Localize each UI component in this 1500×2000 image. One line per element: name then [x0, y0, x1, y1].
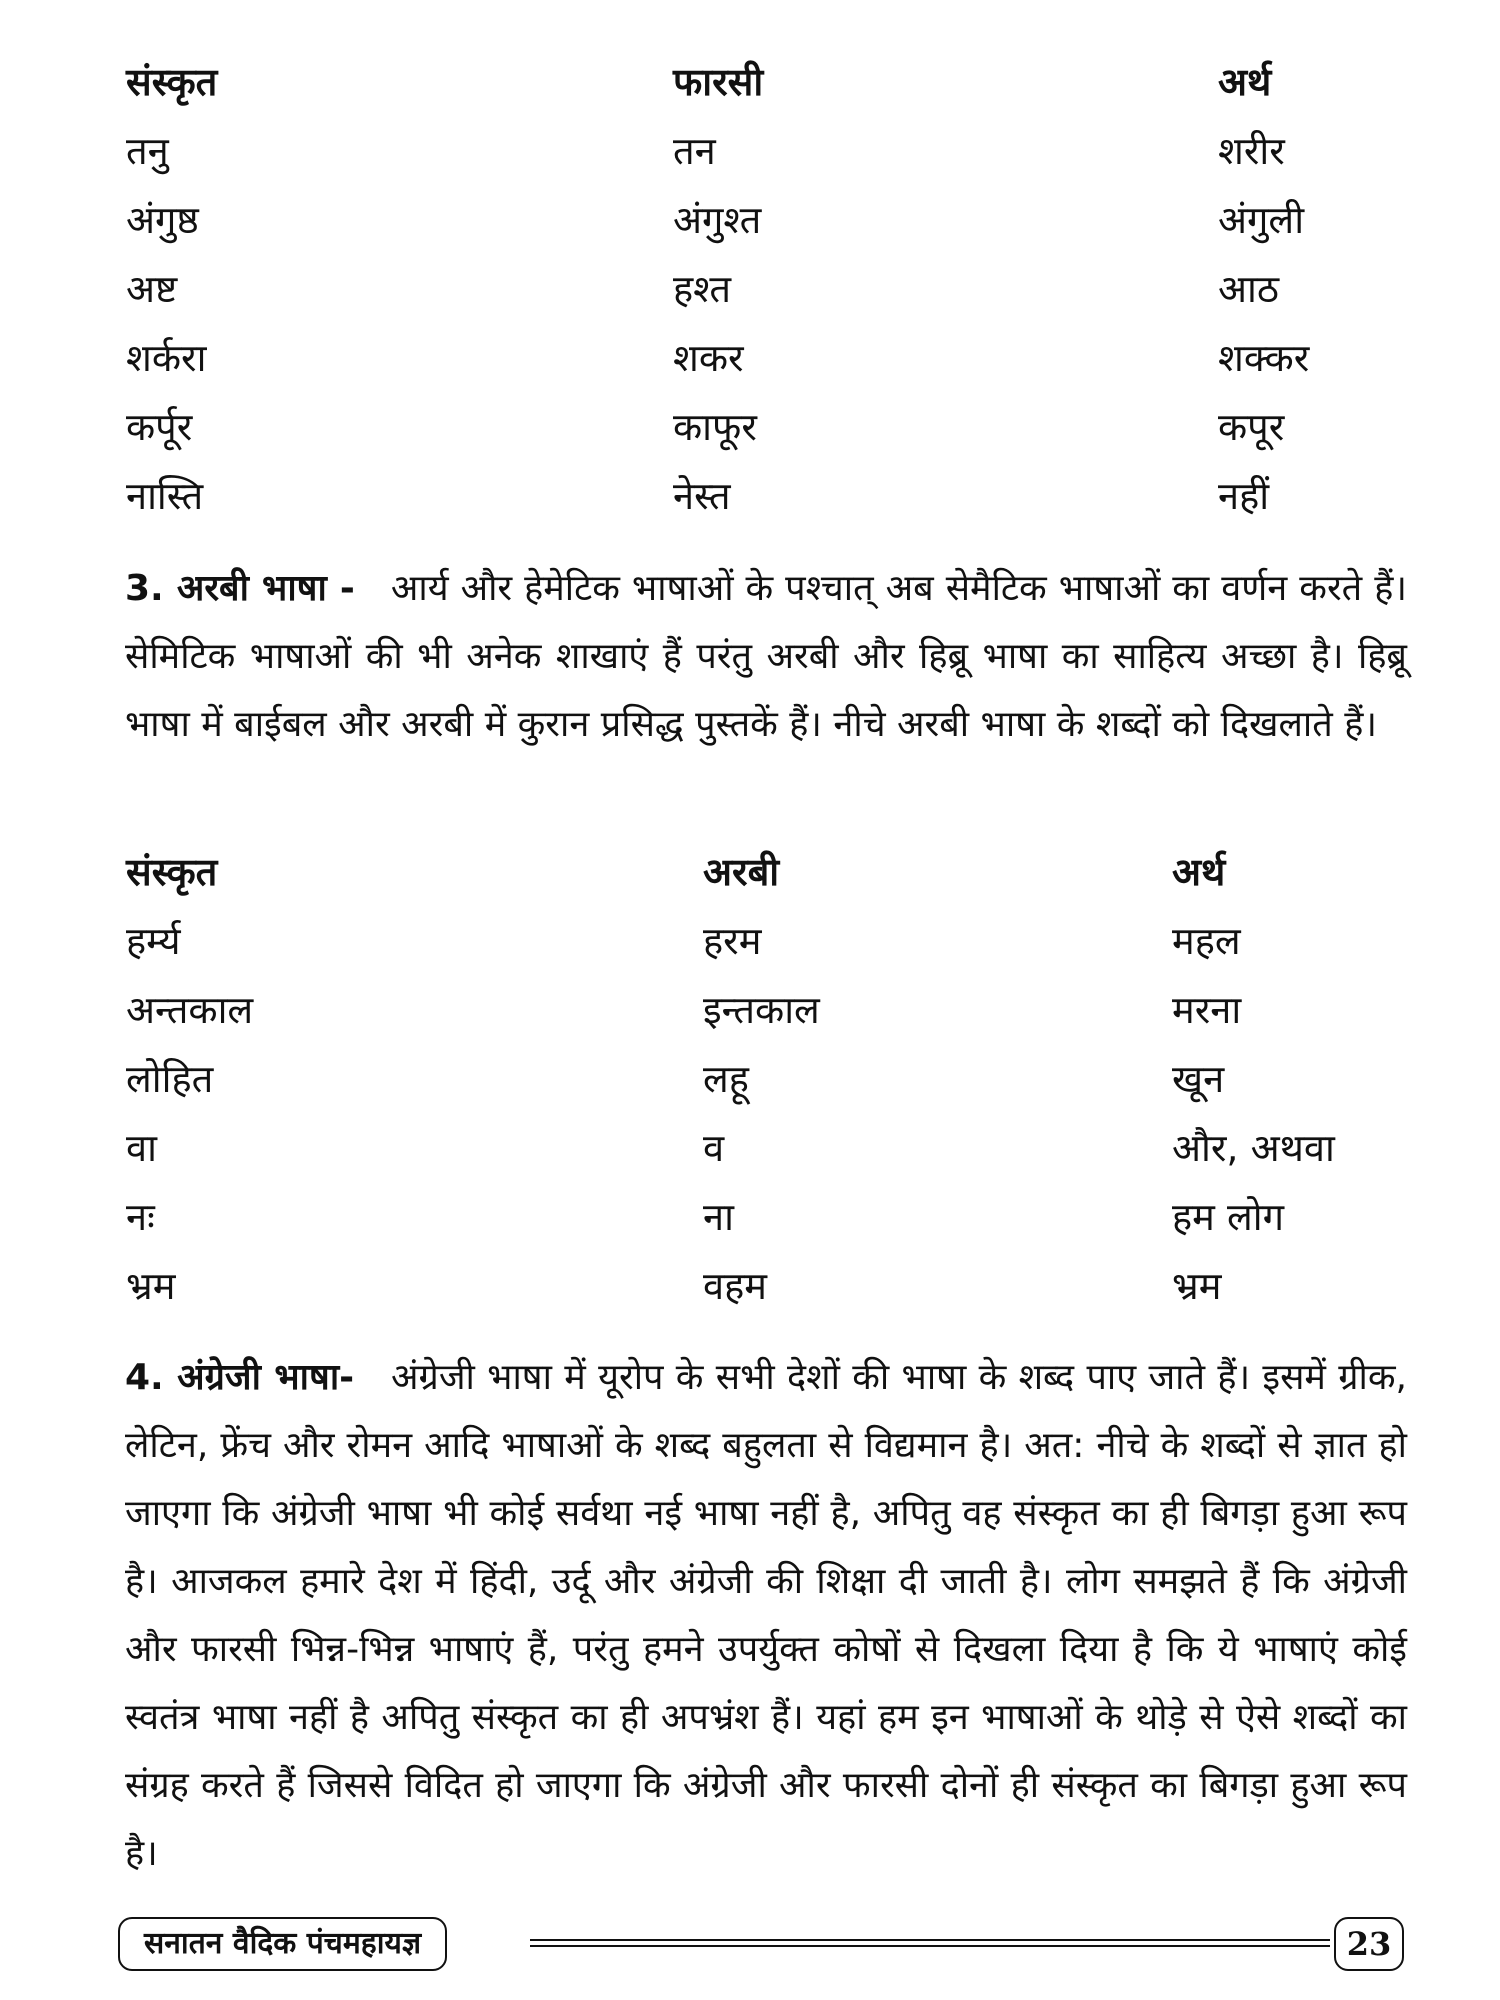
cell-meaning: और, अथवा — [1172, 1126, 1335, 1170]
table-row — [120, 186, 1400, 255]
table-row — [120, 907, 1400, 976]
header-arabic: अरबी — [703, 850, 780, 894]
cell-persian: हश्त — [673, 267, 731, 311]
english-section-heading: 4. अंग्रेजी भाषा- — [125, 1357, 355, 1398]
cell-arabic: ना — [703, 1195, 734, 1239]
table-row — [120, 1045, 1400, 1114]
table-header-row — [120, 48, 1400, 117]
cell-sanskrit: शर्करा — [126, 336, 207, 380]
cell-sanskrit: अन्तकाल — [126, 988, 254, 1032]
table-header-row — [120, 838, 1400, 907]
cell-sanskrit: अंगुष्ठ — [126, 198, 199, 242]
cell-meaning: हम लोग — [1172, 1195, 1284, 1239]
cell-arabic: वहम — [703, 1264, 768, 1308]
header-persian: फारसी — [673, 60, 764, 104]
cell-arabic: इन्तकाल — [703, 988, 820, 1032]
cell-persian: तन — [673, 129, 716, 173]
english-section-text: अंग्रेजी भाषा में यूरोप के सभी देशों की भाषा के शब्द पाए जाते हैं। इसमें ग्रीक, लेटिन, फ्रेंच और रोमन आदि भाषाओं के शब्द बहुलता से विद्यमान है। अत: नीचे के शब्दों से ज्ञात हो जाएगा कि अंग्रेजी भाषा भी कोई सर्वथा नई भाषा नहीं है, अपितु वह संस्कृत का ही बिगड़ा हुआ रूप है। आजकल हमारे देश में हिंदी, उर्दू और अंग्रेजी की शिक्षा दी जाती है। लोग समझते हैं कि अंग्रेजी और फारसी भिन्न-भिन्न भाषाएं हैं, परंतु हमने उपर्युक्त कोषों से दिखला दिया है कि ये भाषाएं कोई स्वतंत्र भाषा नहीं है अपितु संस्कृत का ही अपभ्रंश हैं। यहां हम इन भाषाओं के थोड़े से ऐसे शब्दों का संग्रह करते हैं जिससे विदित हो जाएगा कि अंग्रेजी और फारसी दोनों ही संस्कृत का बिगड़ा हुआ रूप है। — [125, 1357, 1407, 1874]
cell-sanskrit: तनु — [126, 129, 169, 173]
cell-persian: नेस्त — [673, 474, 731, 518]
cell-sanskrit: नः — [126, 1195, 155, 1239]
cell-persian: काफूर — [673, 405, 757, 449]
cell-meaning: भ्रम — [1172, 1264, 1222, 1308]
cell-meaning: महल — [1172, 919, 1241, 963]
cell-meaning: आठ — [1218, 267, 1279, 311]
table-row — [120, 1114, 1400, 1183]
cell-arabic: हरम — [703, 919, 762, 963]
arabic-word-table — [120, 838, 1400, 1321]
table-row — [120, 324, 1400, 393]
cell-sanskrit: कर्पूर — [126, 405, 193, 449]
cell-sanskrit: लोहित — [126, 1057, 214, 1101]
arabic-section-text: आर्य और हेमेटिक भाषाओं के पश्चात् अब सेमैटिक भाषाओं का वर्णन करते हैं। सेमिटिक भाषाओं की भी अनेक शाखाएं हैं परंतु अरबी और हिब्रू भाषा का साहित्य अच्छा है। हिब्रू भाषा में बाईबल और अरबी में कुरान प्रसिद्ध पुस्तकें हैं। नीचे अरबी भाषा के शब्दों को दिखलाते हैं। — [125, 568, 1407, 745]
persian-word-table — [120, 48, 1400, 531]
table-row — [120, 117, 1400, 186]
cell-meaning: नहीं — [1218, 474, 1270, 518]
cell-meaning: शरीर — [1218, 129, 1285, 173]
english-section-paragraph — [125, 1344, 1407, 1888]
cell-sanskrit: भ्रम — [126, 1264, 176, 1308]
arabic-section-heading: 3. अरबी भाषा - — [125, 568, 355, 609]
table-row — [120, 1183, 1400, 1252]
cell-sanskrit: वा — [126, 1126, 157, 1170]
cell-meaning: अंगुली — [1218, 198, 1305, 242]
table-row — [120, 255, 1400, 324]
cell-meaning: मरना — [1172, 988, 1242, 1032]
footer-book-title: सनातन वैदिक पंचमहायज्ञ — [118, 1917, 447, 1971]
arabic-section-paragraph — [125, 555, 1407, 759]
cell-meaning: खून — [1172, 1057, 1225, 1101]
table-row — [120, 976, 1400, 1045]
footer-rule — [530, 1939, 1330, 1947]
cell-sanskrit: हर्म्य — [126, 919, 181, 963]
page-footer — [110, 1917, 1410, 1971]
cell-persian: अंगुश्त — [673, 198, 762, 242]
table-row — [120, 1252, 1400, 1321]
cell-arabic: लहू — [703, 1057, 749, 1101]
cell-meaning: शक्कर — [1218, 336, 1310, 380]
cell-meaning: कपूर — [1218, 405, 1285, 449]
table-row — [120, 393, 1400, 462]
table-row — [120, 462, 1400, 531]
cell-persian: शकर — [673, 336, 744, 380]
header-sanskrit: संस्कृत — [126, 60, 218, 104]
cell-sanskrit: अष्ट — [126, 267, 178, 311]
cell-arabic: व — [703, 1126, 725, 1170]
header-sanskrit: संस्कृत — [126, 850, 218, 894]
header-meaning: अर्थ — [1218, 60, 1272, 104]
page-number: 23 — [1334, 1917, 1404, 1971]
header-meaning: अर्थ — [1172, 850, 1226, 894]
cell-sanskrit: नास्ति — [126, 474, 204, 518]
